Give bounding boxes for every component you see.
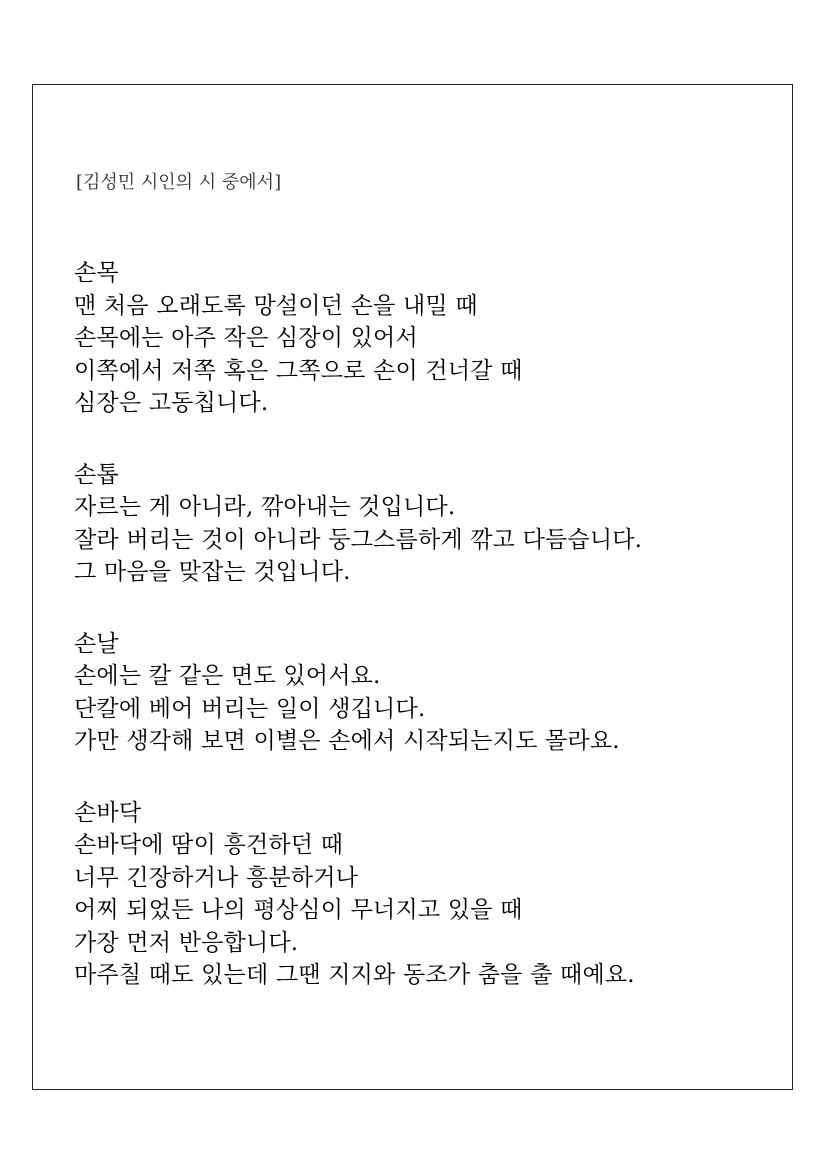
stanza-wrist (74, 257, 784, 420)
poem-line: 너무 긴장하거나 흥분하거나 (74, 864, 359, 891)
poem-line: 손목에는 아주 작은 심장이 있어서 (74, 325, 418, 351)
poem-line: 심장은 고동칩니다. (74, 390, 269, 416)
poem-line: 가만 생각해 보면 이별은 손에서 시작되는지도 몰라요. (74, 728, 620, 754)
stanza-title: 손날 (74, 630, 119, 657)
stanza-hand-edge (74, 628, 784, 758)
poem-line: 맨 처음 오래도록 망설이던 손을 내밀 때 (74, 292, 478, 319)
poem-line: 가장 먼저 반응합니다. (74, 929, 299, 956)
poem-line: 어찌 되었든 나의 평상심이 무너지고 있을 때 (74, 897, 523, 923)
stanza-palm (74, 797, 784, 992)
stanza-fingernail (74, 459, 784, 589)
poem-line: 손바닥에 땀이 흥건하던 때 (74, 832, 344, 858)
poem-line: 자르는 게 아니라, 깎아내는 것입니다. (74, 494, 456, 520)
poem-line: 그 마음을 맞잡는 것입니다. (74, 559, 351, 585)
poem-line: 단칼에 베어 버리는 일이 생깁니다. (74, 695, 426, 722)
poem-line: 잘라 버리는 것이 아니라 둥그스름하게 깎고 다듬습니다. (74, 526, 643, 553)
poem-line: 손에는 칼 같은 면도 있어서요. (74, 663, 381, 689)
stanza-title: 손목 (74, 260, 119, 286)
poem-line: 이쪽에서 저쪽 혹은 그쪽으로 손이 건너갈 때 (74, 357, 523, 384)
stanza-title: 손바닥 (74, 799, 142, 826)
stanza-title: 손톱 (74, 461, 119, 488)
poem-line: 마주칠 때도 있는데 그땐 지지와 동조가 춤을 출 때예요. (74, 962, 635, 988)
source-caption: [김성민 시인의 시 중에서] (76, 172, 282, 193)
poem-body (74, 257, 784, 1031)
